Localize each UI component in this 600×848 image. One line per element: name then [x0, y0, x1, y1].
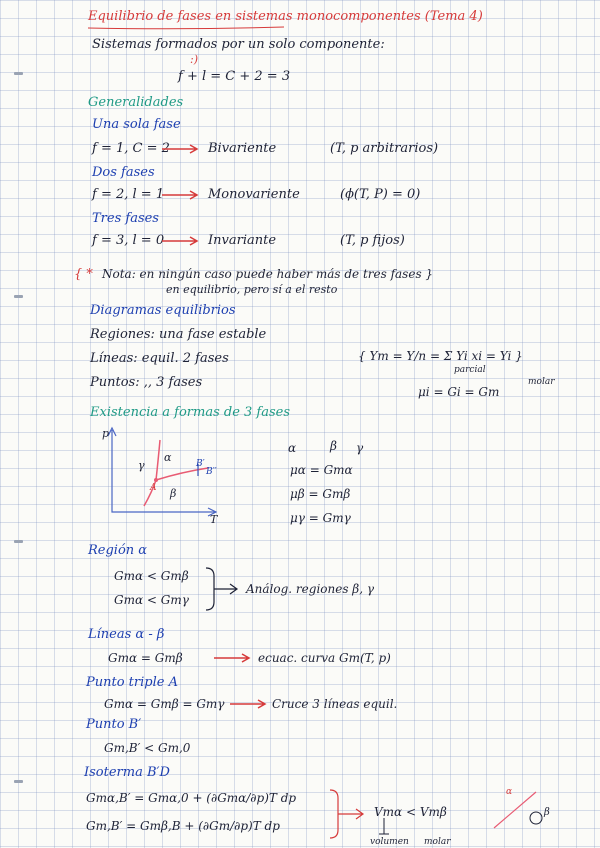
intro-text: Sistemas formados por un solo componente: [92, 37, 385, 52]
corner-alpha: α [506, 787, 513, 797]
diagram-axes [112, 430, 216, 512]
tres-fases-name: Invariante [208, 233, 277, 248]
tres-fases-label: Tres fases [92, 211, 159, 226]
axis-p-label: p [102, 427, 110, 440]
phase-gamma: γ [356, 441, 364, 455]
phase-alpha: α [288, 441, 297, 455]
region-ineq-2: Gmα < Gmγ [114, 593, 189, 607]
diagramas-heading: Diagramas equilibrios [90, 303, 236, 318]
diagramas-puntos: Puntos: ,, 3 fases [90, 375, 203, 390]
punto-triple-result: Cruce 3 líneas equil. [272, 697, 398, 711]
region-conclusion: Análog. regiones β, γ [246, 582, 375, 596]
binder-hole [14, 72, 23, 75]
tres-fases-rule: f = 3, l = 0 [92, 233, 165, 248]
existencia-heading: Existencia a formas de 3 fases [90, 405, 291, 420]
region-ineq-1: Gmα < Gmβ [114, 569, 189, 583]
dos-fases-name: Monovariente [208, 187, 300, 202]
una-fase-rule: f = 1, C = 2 [92, 141, 170, 156]
alpha-label: α [164, 451, 172, 464]
una-fase-name: Bivariente [208, 141, 277, 156]
note-marker: { * [74, 267, 93, 282]
volumen-note: volumen [370, 837, 409, 847]
vaporization-curve [156, 468, 208, 480]
molar-note: molar [528, 377, 555, 387]
region-heading: Región α [88, 543, 148, 558]
mu-gamma: μγ = Gmγ [290, 511, 351, 525]
punto-b-heading: Punto B′ [86, 717, 142, 732]
phase-sketch [492, 788, 562, 832]
phase-beta: β [330, 439, 337, 453]
beta-label: β [170, 487, 177, 500]
una-fase-note: (T, p arbitrarios) [330, 141, 439, 156]
dos-fases-rule: f = 2, l = 1 [92, 187, 165, 202]
title-underline [86, 26, 286, 30]
axis-t-label: T [210, 513, 218, 526]
dos-fases-label: Dos fases [92, 165, 155, 180]
arrow-icon [162, 236, 202, 246]
note-line-1: Nota: en ningún caso puede haber más de tres fases } [102, 267, 434, 281]
isoterma-heading: Isoterma B′D [84, 765, 170, 780]
isoterma-eq-1: Gmα,B′ = Gmα,0 + (∂Gmα/∂p)T dp [86, 791, 297, 805]
binder-hole [14, 295, 23, 298]
fusion-curve [156, 440, 160, 480]
smiley: :) [190, 53, 198, 66]
punto-triple-eq: Gmα = Gmβ = Gmγ [104, 697, 225, 711]
partial-note: parcial [454, 365, 486, 375]
page-title: Equilibrio de fases en sistemas monocomponentes (Tema 4) [88, 9, 483, 24]
isoterma-result: Vmα < Vmβ [374, 805, 447, 819]
point-bprime-label: B′ [196, 459, 205, 469]
arrow-icon [162, 144, 202, 154]
dos-fases-note: (ϕ(T, P) = 0) [340, 187, 421, 202]
arrow-icon [230, 699, 270, 709]
mu-alpha: μα = Gmα [290, 463, 353, 477]
lineas-result: ecuac. curva Gm(T, p) [258, 651, 391, 665]
brace-arrow-icon [204, 566, 244, 612]
partial-molar-formula: { Ym = Y/n = Σ Yi xi = Yi } [358, 349, 523, 363]
una-fase-label: Una sola fase [92, 117, 181, 132]
isoterma-eq-2: Gm,B′ = Gmβ,B + (∂Gm/∂p)T dp [86, 819, 280, 833]
pointer-icon [376, 818, 396, 838]
corner-beta: β [544, 807, 550, 818]
diagramas-lineas: Líneas: equil. 2 fases [90, 351, 229, 366]
punto-triple-heading: Punto triple A [86, 675, 178, 690]
note-line-2: en equilibrio, pero sí a el resto [166, 283, 338, 296]
point-a-label: A [150, 483, 157, 493]
arrow-icon [162, 190, 202, 200]
mu-beta: μβ = Gmβ [290, 487, 351, 501]
brace-arrow-icon [328, 788, 370, 840]
gibbs-rule: f + l = C + 2 = 3 [178, 69, 291, 84]
lineas-eq: Gmα = Gmβ [108, 651, 183, 665]
molar-note-2: molar [424, 837, 451, 847]
mu-formula: μi = Gi = Gm [418, 385, 500, 399]
point-b2-label: B′′ [206, 467, 217, 477]
lineas-heading: Líneas α - β [88, 627, 165, 642]
tres-fases-note: (T, p fijos) [340, 233, 405, 248]
punto-b-eq: Gm,B′ < Gm,0 [104, 741, 191, 755]
binder-hole [14, 780, 23, 783]
binder-hole [14, 540, 23, 543]
generalidades-heading: Generalidades [88, 95, 184, 110]
triple-point [154, 478, 158, 482]
diagramas-regiones: Regiones: una fase estable [90, 327, 267, 342]
gamma-label: γ [138, 459, 145, 472]
arrow-icon [214, 653, 254, 663]
